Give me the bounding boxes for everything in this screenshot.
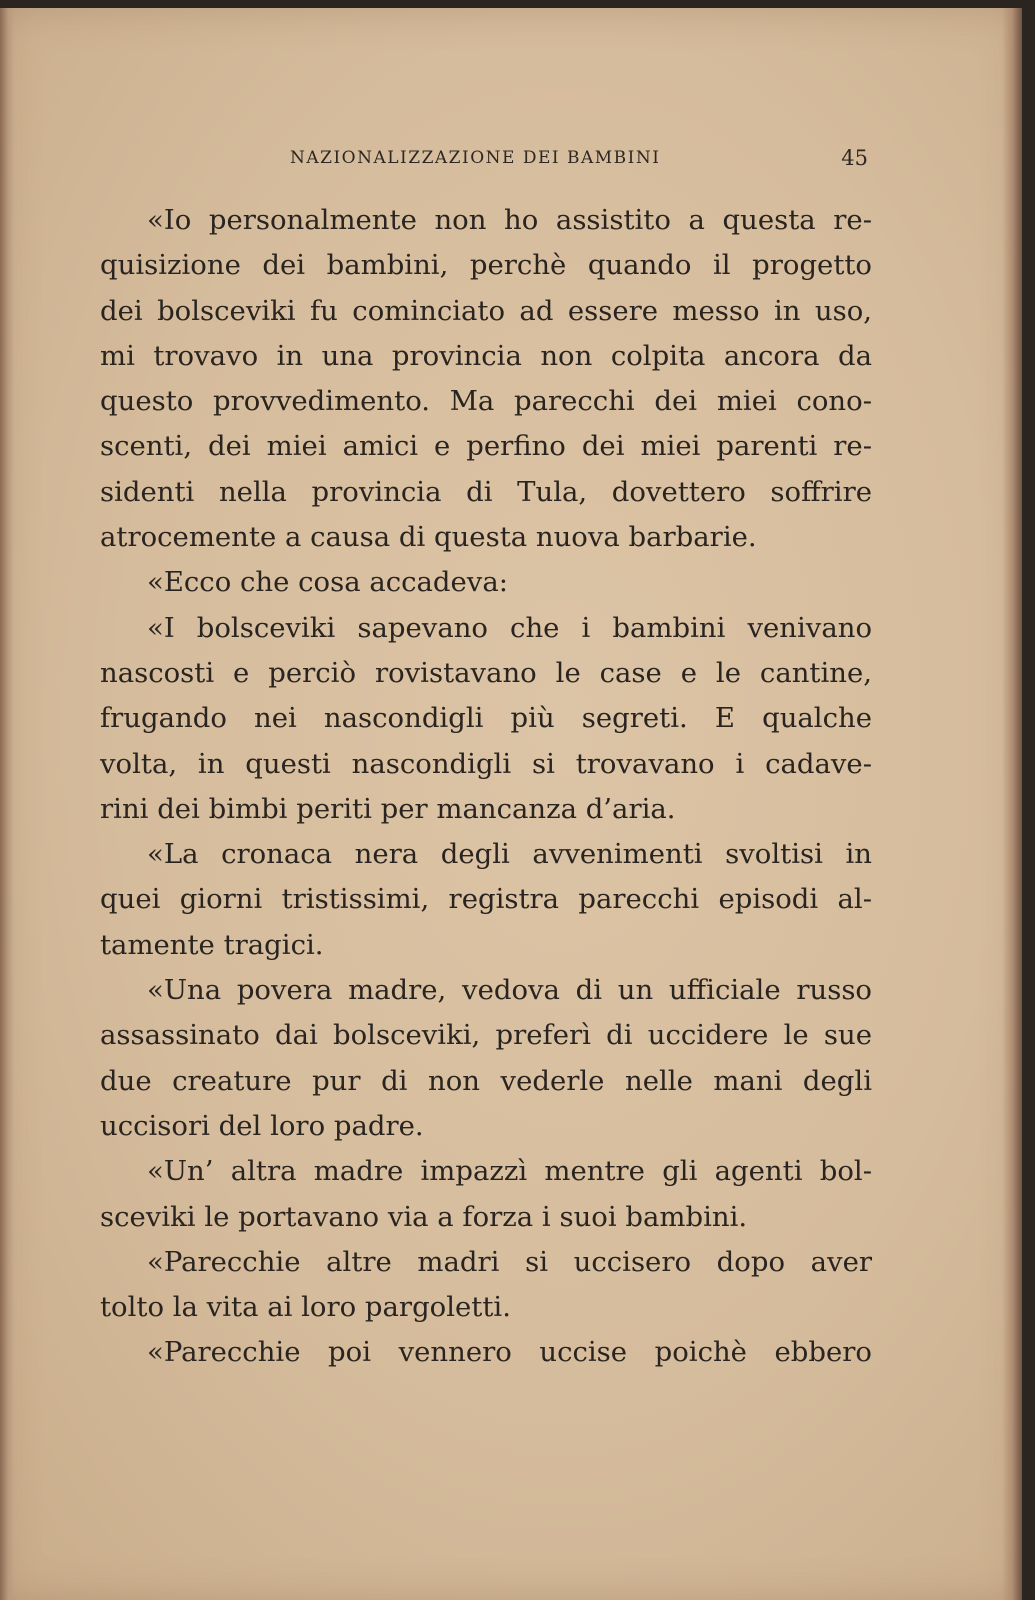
text-line: tamente tragici. bbox=[100, 928, 324, 961]
text-line: questo provvedimento. Ma parecchi dei miei cono- bbox=[100, 385, 872, 418]
text-line: «Una povera madre, vedova di un ufficiale russo bbox=[147, 974, 872, 1007]
text-line: volta, in questi nascondigli si trovavano i cadave- bbox=[100, 747, 872, 780]
text-line: scenti, dei miei amici e perfino dei miei parenti re- bbox=[100, 430, 872, 463]
page-number: 45 bbox=[841, 146, 868, 170]
text-line: due creature pur di non vederle nelle mani degli bbox=[100, 1064, 872, 1097]
text-line: quisizione dei bambini, perchè quando il progetto bbox=[100, 249, 872, 282]
text-line: atrocemente a causa di questa nuova barbarie. bbox=[100, 521, 757, 554]
text-line: uccisori del loro padre. bbox=[100, 1109, 424, 1142]
text-line: assassinato dai bolsceviki, preferì di uccidere le sue bbox=[100, 1019, 872, 1052]
text-line: tolto la vita ai loro pargoletti. bbox=[100, 1291, 511, 1324]
text-line: «Parecchie altre madri si uccisero dopo aver bbox=[147, 1245, 872, 1278]
book-spine-shadow bbox=[0, 8, 14, 1600]
text-line: sceviki le portavano via a forza i suoi bambini. bbox=[100, 1200, 748, 1233]
text-line: mi trovavo in una provincia non colpita ancora da bbox=[100, 339, 872, 372]
text-line: dei bolsceviki fu cominciato ad essere messo in uso, bbox=[100, 294, 872, 327]
text-line: «Parecchie poi vennero uccise poichè ebbero bbox=[147, 1336, 872, 1369]
text-line: «Io personalmente non ho assistito a questa re- bbox=[147, 204, 872, 236]
text-line: «Ecco che cosa accadeva: bbox=[147, 566, 509, 599]
text-line: «La cronaca nera degli avvenimenti svoltisi in bbox=[147, 838, 872, 871]
running-title: NAZIONALIZZAZIONE DEI BAMBINI bbox=[290, 148, 661, 168]
page-edge bbox=[1002, 8, 1022, 1600]
text-line: nascosti e perciò rovistavano le case e le cantine, bbox=[100, 656, 872, 689]
text-line: sidenti nella provincia di Tula, dovettero soffrire bbox=[100, 475, 872, 508]
book-page bbox=[0, 8, 1022, 1600]
text-line: «Un’ altra madre impazzì mentre gli agenti bol- bbox=[147, 1155, 872, 1188]
text-line: quei giorni tristissimi, registra parecchi episodi al- bbox=[100, 883, 872, 916]
text-line: rini dei bimbi periti per mancanza d’aria. bbox=[100, 792, 676, 825]
text-line: frugando nei nascondigli più segreti. E qualche bbox=[100, 702, 872, 735]
running-header bbox=[100, 146, 872, 174]
body-text bbox=[100, 198, 872, 1376]
text-line: «I bolsceviki sapevano che i bambini venivano bbox=[147, 611, 872, 644]
